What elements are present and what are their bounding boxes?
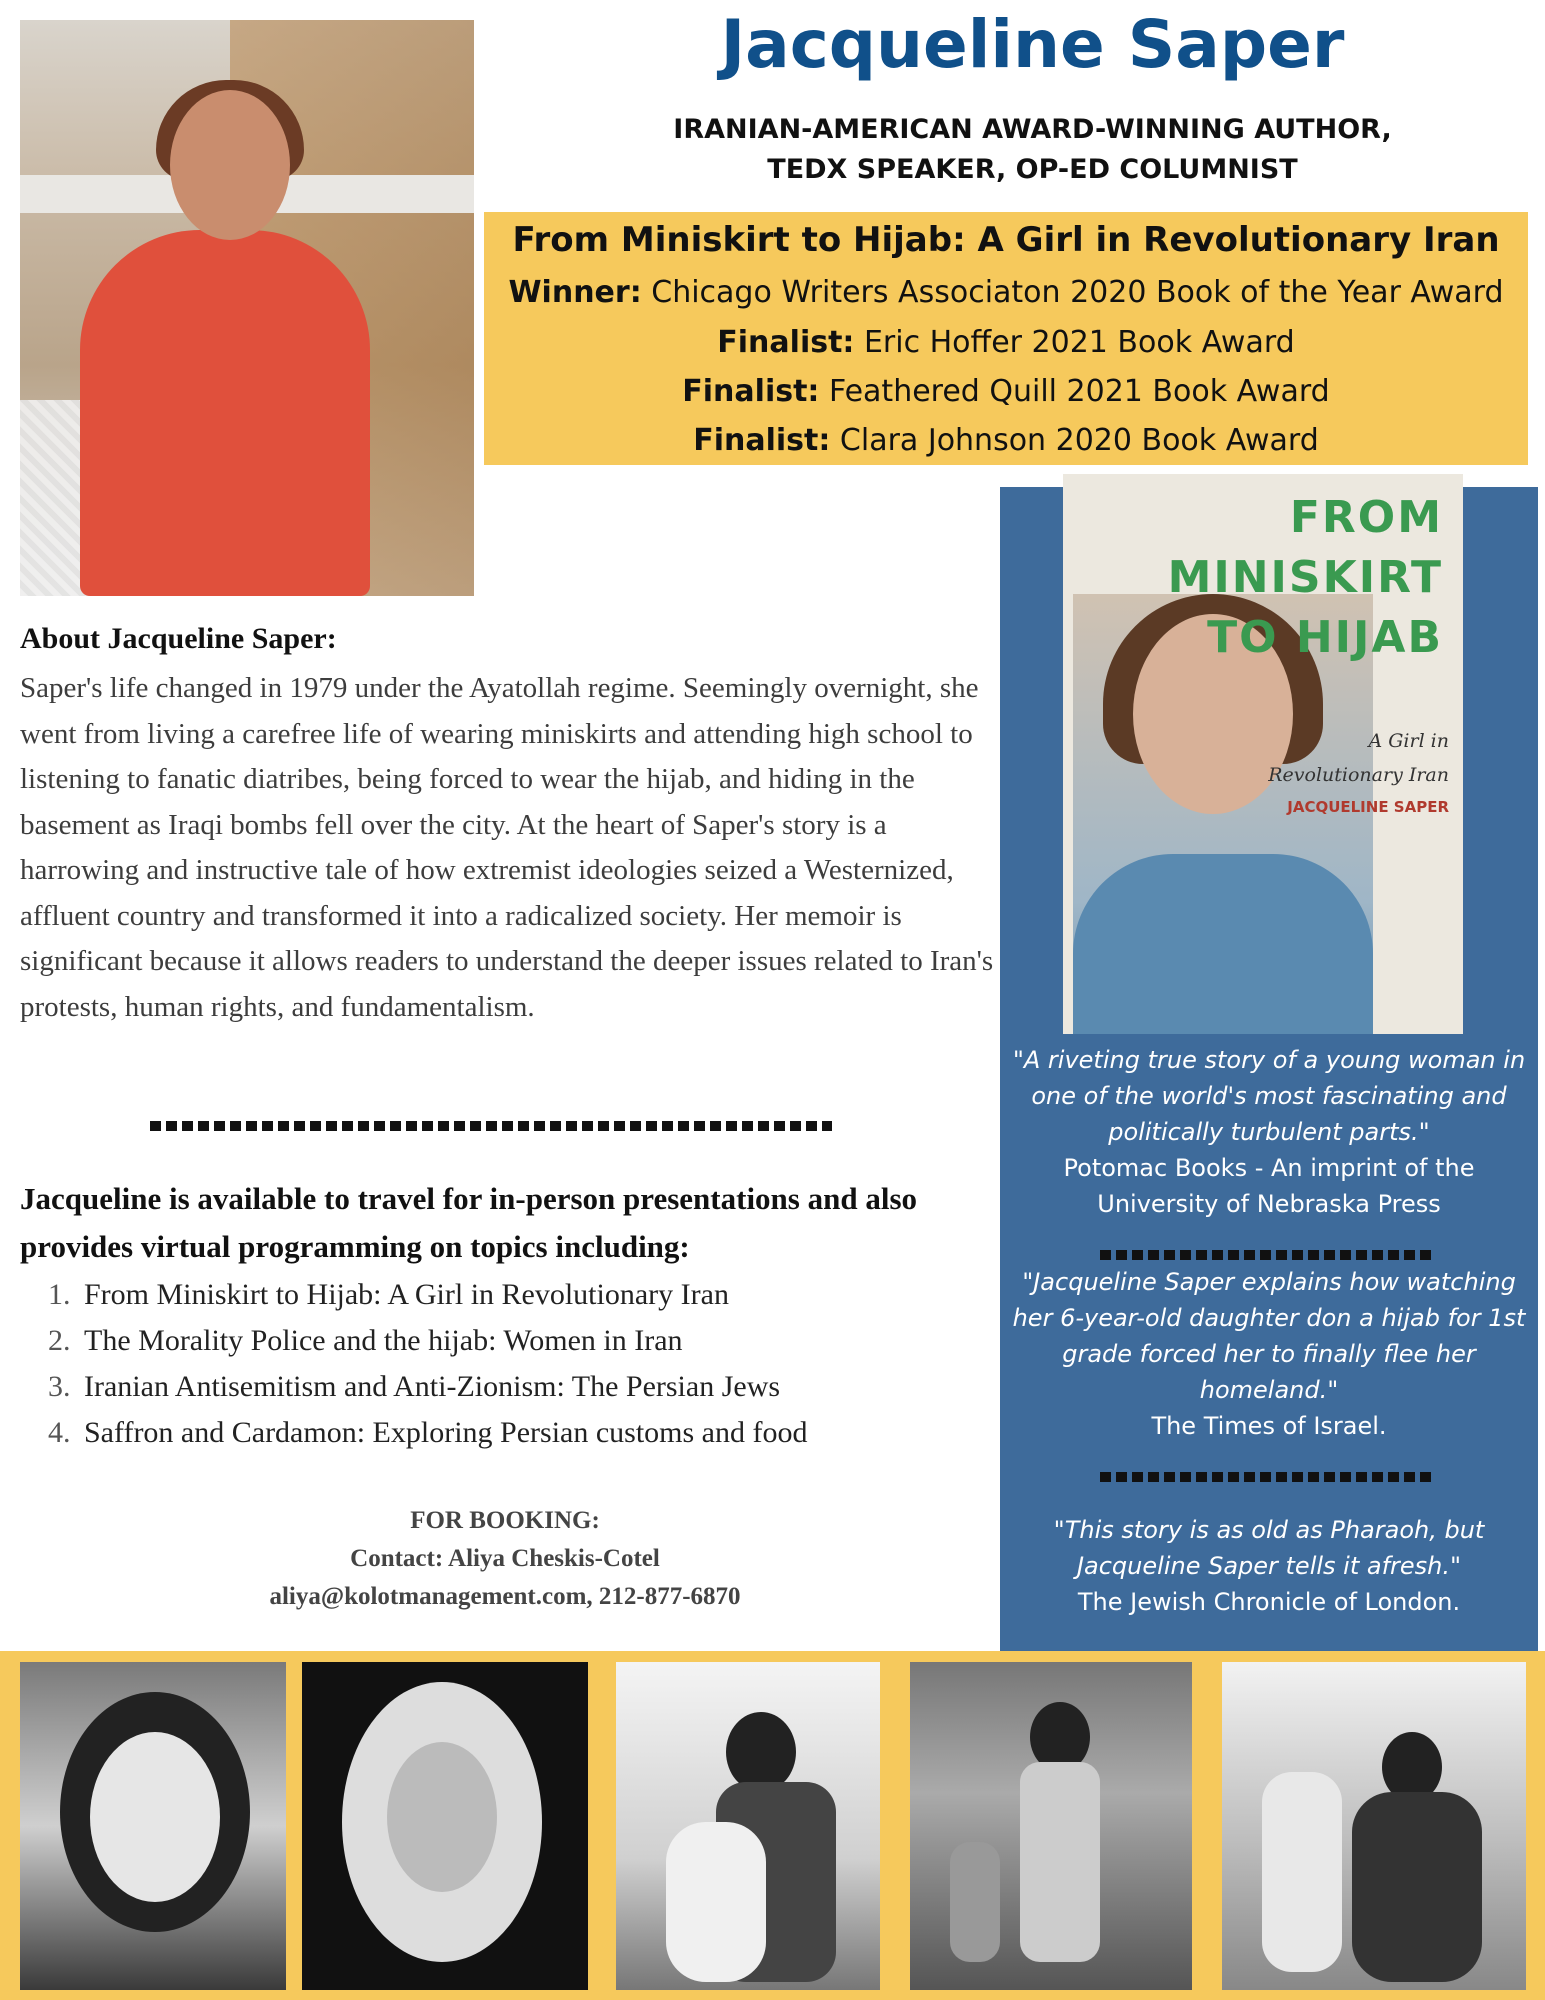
availability-intro: Jacqueline is available to travel for in-person presentations and also provides virtual programming on topics including: (20, 1181, 918, 1264)
awards-box (484, 212, 1528, 465)
topic-number: 1. (48, 1278, 71, 1311)
cover-subtitle (1268, 724, 1449, 792)
booking-contact: Contact: Aliya Cheskis-Cotel (350, 1545, 660, 1572)
award-item (484, 423, 1528, 458)
award-label: Finalist: (693, 423, 831, 458)
award-text: Chicago Writers Associaton 2020 Book of the Year Award (651, 275, 1504, 310)
award-item (484, 374, 1528, 409)
testimonial (1000, 1042, 1538, 1222)
author-portrait-photo (20, 20, 474, 596)
award-text: Eric Hoffer 2021 Book Award (863, 325, 1295, 360)
testimonial-quote: "This story is as old as Pharaoh, but Jacqueline Saper tells it afresh." (1053, 1516, 1485, 1580)
archive-photo (910, 1662, 1192, 1990)
book-title: From Miniskirt to Hijab: A Girl in Revolutionary Iran (512, 220, 1500, 260)
topic-number: 3. (48, 1370, 71, 1403)
section-divider (150, 1121, 832, 1131)
testimonial-quote: "Jacqueline Saper explains how watching her 6-year-old daughter don a hijab for 1st grade forced her to finally flee her homeland." (1012, 1268, 1526, 1404)
award-item (484, 275, 1528, 310)
award-text: Clara Johnson 2020 Book Award (839, 423, 1319, 458)
about-heading: About Jacqueline Saper: (20, 622, 337, 655)
award-label: Finalist: (717, 325, 855, 360)
archive-photo (1222, 1662, 1526, 1990)
quote-divider (1100, 1472, 1436, 1482)
cover-title-line-2: TO HIJAB (1207, 612, 1443, 663)
testimonial (1000, 1264, 1538, 1444)
topic-item (42, 1272, 1002, 1318)
topic-text: The Morality Police and the hijab: Women in Iran (84, 1324, 683, 1357)
award-label: Winner: (508, 275, 642, 310)
award-text: Feathered Quill 2021 Book Award (828, 374, 1330, 409)
cover-subtitle-line-2: Revolutionary Iran (1268, 764, 1449, 786)
topic-text: Iranian Antisemitism and Anti-Zionism: The Persian Jews (84, 1370, 781, 1403)
book-cover (1063, 474, 1463, 1034)
booking-info (20, 1502, 990, 1616)
booking-details: aliya@kolotmanagement.com, 212-877-6870 (269, 1583, 741, 1610)
testimonial-quote: "A riveting true story of a young woman in one of the world's most fascinating and politically turbulent parts." (1012, 1046, 1526, 1146)
cover-subtitle-line-1: A Girl in (1368, 730, 1449, 752)
award-label: Finalist: (682, 374, 820, 409)
booking-heading: FOR BOOKING: (410, 1507, 600, 1534)
cover-author: JACQUELINE SAPER (1287, 798, 1449, 816)
about-body: Saper's life changed in 1979 under the Ayatollah regime. Seemingly overnight, she went from living a carefree life of wearing miniskirts and attending high school to listening to fanatic diatribes, being forced to wear the hijab, and hiding in the basement as Iraqi bombs fell over the city. At the heart of Saper's story is a harrowing and instructive tale of how extremist ideologies seized a Westernized, affluent country and transformed it into a radicalized society. Her memoir is significant because it allows readers to understand the deeper issues related to Iran's protests, human rights, and fundamentalism. (20, 672, 994, 1023)
cover-title-line-1: FROM MINISKIRT (1167, 492, 1443, 603)
author-name: Jacqueline Saper (720, 6, 1345, 83)
tagline-line-2: TEDX SPEAKER, OP-ED COLUMNIST (767, 154, 1298, 185)
testimonial-source: The Jewish Chronicle of London. (1077, 1588, 1461, 1616)
topic-number: 2. (48, 1324, 71, 1357)
author-tagline (520, 110, 1545, 190)
award-item (484, 325, 1528, 360)
archive-photo (616, 1662, 880, 1990)
quote-divider (1100, 1250, 1436, 1260)
tagline-line-1: IRANIAN-AMERICAN AWARD-WINNING AUTHOR, (673, 114, 1392, 145)
topic-text: Saffron and Cardamon: Exploring Persian customs and food (84, 1416, 808, 1449)
testimonial-source: The Times of Israel. (1151, 1412, 1387, 1440)
topic-item (42, 1318, 1002, 1364)
testimonial-source: Potomac Books - An imprint of the University of Nebraska Press (1063, 1154, 1475, 1218)
topic-list (42, 1272, 1002, 1456)
cover-title (1063, 488, 1443, 668)
topic-number: 4. (48, 1416, 71, 1449)
testimonial (1000, 1512, 1538, 1620)
archive-photo (20, 1662, 286, 1990)
archive-photo (302, 1662, 588, 1990)
topic-item (42, 1364, 1002, 1410)
topic-item (42, 1410, 1002, 1456)
topic-text: From Miniskirt to Hijab: A Girl in Revolutionary Iran (84, 1278, 729, 1311)
